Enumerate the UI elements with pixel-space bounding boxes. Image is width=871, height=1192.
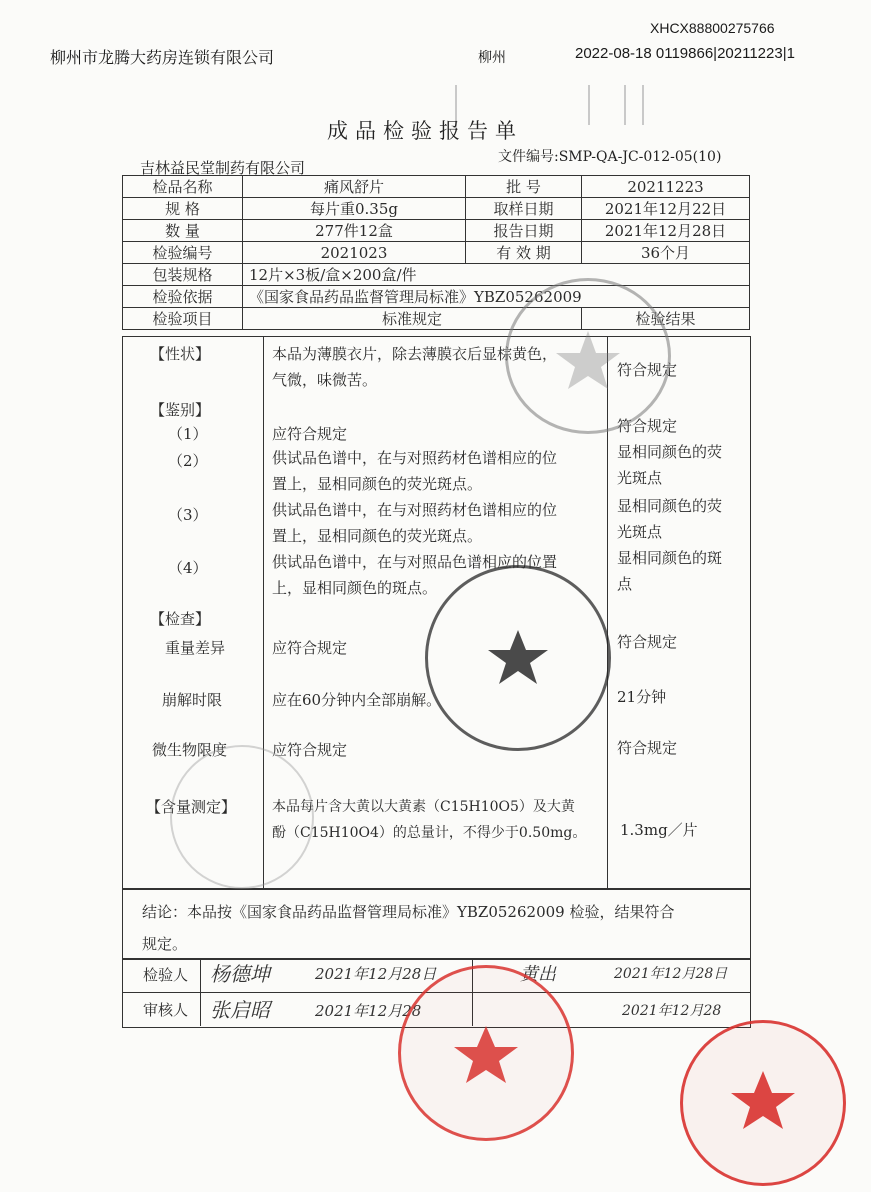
reviewer-date: 2021年12月28 — [315, 1002, 422, 1020]
item-id-3: （3） — [168, 506, 208, 524]
inspector-date: 2021年12月28日 — [315, 965, 437, 983]
batch-label: 批 号 — [466, 176, 582, 198]
testno-value: 2021023 — [243, 242, 466, 264]
item-id-4: （4） — [168, 559, 208, 577]
product-label: 检品名称 — [123, 176, 243, 198]
std-microbial: 应符合规定 — [272, 741, 348, 759]
std-id-1: 应符合规定 — [272, 425, 348, 443]
res-weight: 符合规定 — [617, 633, 678, 651]
conclusion-line-1: 结论：本品按《国家食品药品监督管理局标准》YBZ05262009 检验，结果符合 — [142, 903, 675, 921]
conclusion-frame — [122, 888, 751, 960]
res-id-1: 符合规定 — [617, 417, 678, 435]
reviewer-label: 审核人 — [143, 1001, 189, 1019]
item-disintegration: 崩解时限 — [162, 691, 223, 709]
item-microbial: 微生物限度 — [152, 741, 228, 759]
report-date: 2021年12月28日 — [582, 220, 750, 242]
sig-col-divider — [200, 958, 201, 1026]
basis-label: 检验依据 — [123, 286, 243, 308]
seal-star-icon — [683, 1023, 843, 1183]
validity-value: 36个月 — [582, 242, 750, 264]
std-appearance-1: 本品为薄膜衣片，除去薄膜衣后显棕黄色， — [272, 345, 558, 363]
city-header: 柳州 — [478, 49, 506, 65]
std-id-3-b: 置上，显相同颜色的荧光斑点。 — [272, 527, 483, 545]
seal-star-icon — [428, 568, 608, 748]
res-id-4-a: 显相同颜色的斑 — [617, 549, 723, 567]
std-id-3-a: 供试品色谱中，在与对照药材色谱相应的位 — [272, 501, 558, 519]
res-assay: 1.3mg／片 — [620, 821, 698, 839]
red-seal-pengmin — [680, 1020, 846, 1186]
item-header: 检验项目 — [123, 308, 243, 330]
standard-header: 标准规定 — [243, 308, 582, 330]
pack-label: 包装规格 — [123, 264, 243, 286]
pack-value: 12片×3板/盒×200盒/件 — [243, 264, 750, 286]
red-seal-longteng — [398, 965, 574, 1141]
std-id-4-b: 上，显相同颜色的斑点。 — [272, 579, 438, 597]
std-id-2-a: 供试品色谱中，在与对照药材色谱相应的位 — [272, 449, 558, 467]
item-appearance: 【性状】 — [150, 345, 211, 363]
grey-seal-quality-center — [505, 278, 671, 434]
basis-value: 《国家食品药品监督管理局标准》YBZ05262009 — [243, 286, 750, 308]
qty-value: 277件12盒 — [243, 220, 466, 242]
qty-label: 数 量 — [123, 220, 243, 242]
seal-star-icon — [401, 968, 571, 1138]
date-code: 2022-08-18 0119866|20211223|1 — [575, 45, 795, 62]
res-disintegration: 21分钟 — [617, 688, 667, 706]
res-id-3-a: 显相同颜色的荧 — [617, 497, 723, 515]
inspector-date-2: 2021年12月28日 — [614, 966, 728, 982]
grey-seal-bottom-left — [170, 745, 314, 889]
inspector-signature: 杨德坤 — [210, 962, 270, 986]
reviewer-signature: 张启昭 — [210, 998, 270, 1022]
item-id-2: （2） — [168, 452, 208, 470]
std-id-4-a: 供试品色谱中，在与对照品色谱相应的位置 — [272, 553, 558, 571]
doc-id: XHCX88800275766 — [650, 20, 775, 36]
res-appearance: 符合规定 — [617, 361, 678, 379]
std-disintegration: 应在60分钟内全部崩解。 — [272, 691, 442, 709]
std-id-2-b: 置上，显相同颜色的荧光斑点。 — [272, 475, 483, 493]
issuer: 吉林益民堂制药有限公司 — [140, 159, 306, 177]
spec-label: 规 格 — [123, 198, 243, 220]
inspector-signature-2: 黄出 — [520, 964, 556, 985]
report-date-label: 报告日期 — [466, 220, 582, 242]
validity-label: 有 效 期 — [466, 242, 582, 264]
scan-line — [588, 85, 590, 125]
file-number: 文件编号:SMP-QA-JC-012-05(10) — [498, 149, 722, 165]
item-assay: 【含量测定】 — [146, 798, 237, 816]
std-assay-2: 酚（C15H10O4）的总量计，不得少于0.50mg。 — [272, 825, 587, 841]
batch-value: 20211223 — [582, 176, 750, 198]
res-id-3-b: 光斑点 — [617, 523, 663, 541]
res-id-4-b: 点 — [617, 575, 633, 593]
std-assay-1: 本品每片含大黄以大黄素（C15H10O5）及大黄 — [272, 799, 575, 815]
spec-value: 每片重0.35g — [243, 198, 466, 220]
scan-line — [642, 85, 644, 125]
scan-line — [624, 85, 626, 125]
company-header: 柳州市龙腾大药房连锁有限公司 — [50, 50, 275, 67]
res-id-2-b: 光斑点 — [617, 469, 663, 487]
std-appearance-2: 气微，味微苦。 — [272, 371, 378, 389]
std-weight: 应符合规定 — [272, 639, 348, 657]
item-inspection: 【检查】 — [150, 610, 211, 628]
conclusion-line-2: 规定。 — [142, 935, 188, 953]
sample-date-label: 取样日期 — [466, 198, 582, 220]
reviewer-date-2: 2021年12月28 — [622, 1003, 722, 1019]
inspector-label: 检验人 — [143, 966, 189, 984]
product-name: 痛风舒片 — [243, 176, 466, 198]
item-id-1: （1） — [168, 425, 208, 443]
black-seal-quality-dept — [425, 565, 611, 751]
item-weight: 重量差异 — [165, 639, 226, 657]
seal-star-icon — [508, 281, 668, 431]
item-identification: 【鉴别】 — [150, 401, 211, 419]
testno-label: 检验编号 — [123, 242, 243, 264]
sample-date: 2021年12月22日 — [582, 198, 750, 220]
res-microbial: 符合规定 — [617, 739, 678, 757]
result-header: 检验结果 — [582, 308, 750, 330]
report-title: 成品检验报告单 — [327, 119, 523, 143]
res-id-2-a: 显相同颜色的荧 — [617, 443, 723, 461]
